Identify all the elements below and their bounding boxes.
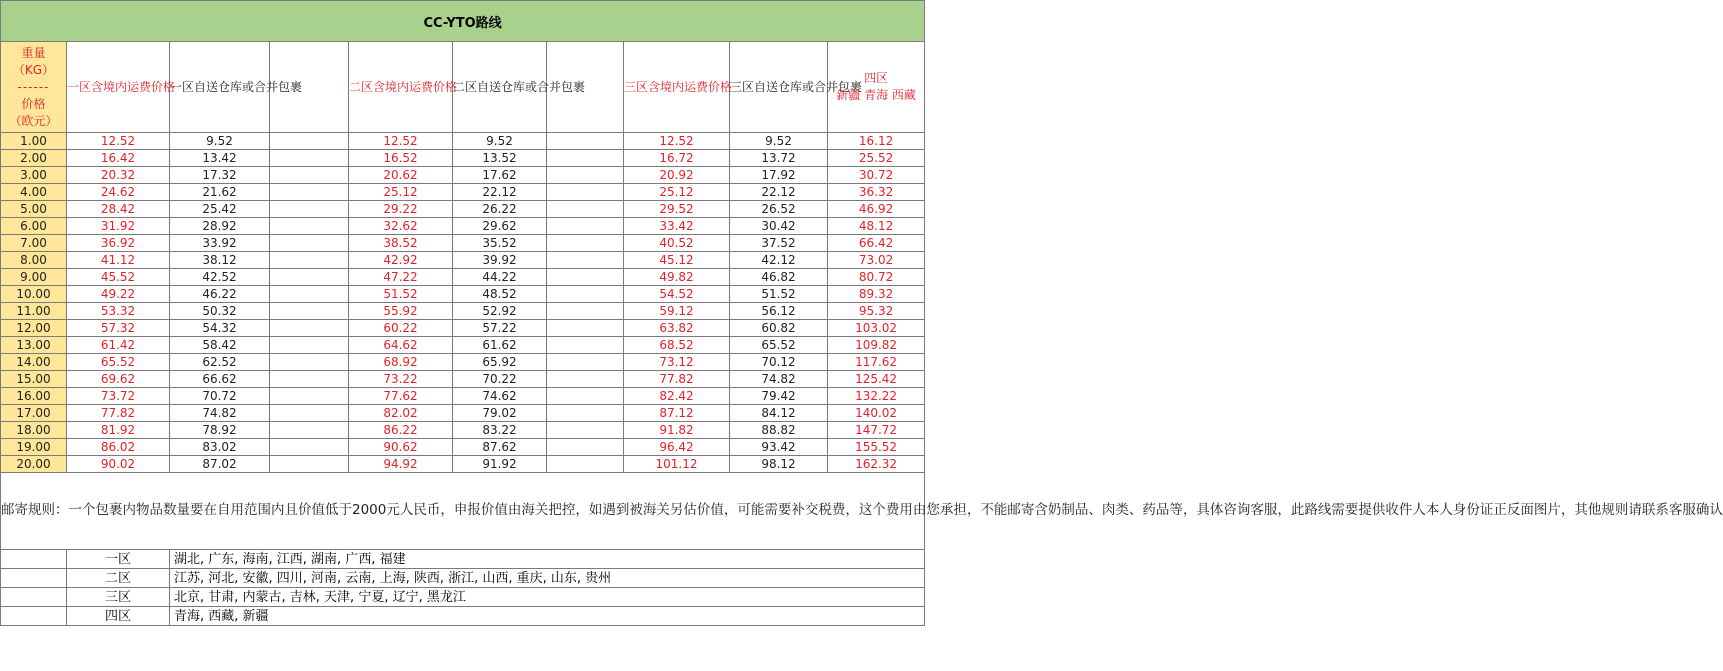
blank-cell xyxy=(270,218,349,235)
table-row xyxy=(1,167,925,184)
blank-cell xyxy=(270,252,349,269)
zone2-ddp-price: 60.22 xyxy=(349,320,453,337)
zone1-self-price: 42.52 xyxy=(170,269,270,286)
zone3-self-price: 30.42 xyxy=(730,218,828,235)
zone1-ddp-price: 77.82 xyxy=(67,405,170,422)
table-row xyxy=(1,405,925,422)
zone1-ddp-price: 90.02 xyxy=(67,456,170,473)
blank-cell xyxy=(547,167,624,184)
zone2-self-price: 26.22 xyxy=(453,201,547,218)
zone2-ddp-price: 12.52 xyxy=(349,133,453,150)
blank-cell xyxy=(270,201,349,218)
blank-cell xyxy=(547,184,624,201)
weight-price-header xyxy=(1,42,67,133)
weight-unit: （KG） xyxy=(12,62,55,77)
blank-cell xyxy=(547,354,624,371)
zone-name: 四区 xyxy=(67,607,170,626)
blank-cell xyxy=(270,388,349,405)
zone4-price: 132.22 xyxy=(828,388,925,405)
zone1-self-price: 13.42 xyxy=(170,150,270,167)
zone3-ddp-price: 73.12 xyxy=(624,354,730,371)
zone3-ddp-price: 45.12 xyxy=(624,252,730,269)
table-row xyxy=(1,303,925,320)
zone1-ddp-price: 61.42 xyxy=(67,337,170,354)
zone3-ddp-price: 25.12 xyxy=(624,184,730,201)
zone3-self-price: 84.12 xyxy=(730,405,828,422)
zone2-ddp-price: 32.62 xyxy=(349,218,453,235)
zone3-ddp-price: 16.72 xyxy=(624,150,730,167)
zone1-self-price: 38.12 xyxy=(170,252,270,269)
zone1-self-price: 70.72 xyxy=(170,388,270,405)
blank-cell xyxy=(270,456,349,473)
weight-cell: 7.00 xyxy=(1,235,67,252)
zone3-ddp-price: 91.82 xyxy=(624,422,730,439)
weight-cell: 1.00 xyxy=(1,133,67,150)
blank-cell xyxy=(547,405,624,422)
zone3-self-price: 46.82 xyxy=(730,269,828,286)
zone3-self-price: 70.12 xyxy=(730,354,828,371)
zone3-self-price: 88.82 xyxy=(730,422,828,439)
zone1-self-header: 一区自送仓库或合并包裹 xyxy=(170,42,270,133)
blank-cell xyxy=(270,354,349,371)
zone3-self-price: 65.52 xyxy=(730,337,828,354)
zone2-ddp-price: 16.52 xyxy=(349,150,453,167)
weight-cell: 15.00 xyxy=(1,371,67,388)
zone4-price: 73.02 xyxy=(828,252,925,269)
zone2-ddp-price: 64.62 xyxy=(349,337,453,354)
zone1-ddp-price: 69.62 xyxy=(67,371,170,388)
table-row xyxy=(1,422,925,439)
zone2-ddp-price: 73.22 xyxy=(349,371,453,388)
zone3-self-price: 51.52 xyxy=(730,286,828,303)
blank-cell xyxy=(270,286,349,303)
table-row xyxy=(1,235,925,252)
zone3-ddp-price: 40.52 xyxy=(624,235,730,252)
table-row xyxy=(1,371,925,388)
zone1-self-price: 33.92 xyxy=(170,235,270,252)
zone4-places: 新疆 青海 西藏 xyxy=(836,88,916,102)
zone3-self-price: 60.82 xyxy=(730,320,828,337)
zone3-self-price: 17.92 xyxy=(730,167,828,184)
zone3-self-price: 74.82 xyxy=(730,371,828,388)
zone2-ddp-header: 二区含境内运费价格 xyxy=(349,42,453,133)
zone1-ddp-price: 16.42 xyxy=(67,150,170,167)
zone3-self-price: 56.12 xyxy=(730,303,828,320)
zone3-self-price: 98.12 xyxy=(730,456,828,473)
blank-cell xyxy=(270,269,349,286)
zone-row xyxy=(1,550,925,569)
zone1-ddp-price: 53.32 xyxy=(67,303,170,320)
zone3-ddp-price: 20.92 xyxy=(624,167,730,184)
zone3-ddp-price: 82.42 xyxy=(624,388,730,405)
zone4-price: 30.72 xyxy=(828,167,925,184)
zone3-ddp-header: 三区含境内运费价格 xyxy=(624,42,730,133)
zone4-price: 162.32 xyxy=(828,456,925,473)
zone2-self-price: 91.92 xyxy=(453,456,547,473)
blank-cell xyxy=(270,133,349,150)
table-row xyxy=(1,269,925,286)
zone3-self-price: 42.12 xyxy=(730,252,828,269)
zone-row xyxy=(1,607,925,626)
zone3-ddp-price: 68.52 xyxy=(624,337,730,354)
zone1-self-price: 28.92 xyxy=(170,218,270,235)
zone2-ddp-price: 86.22 xyxy=(349,422,453,439)
price-label: 价格 xyxy=(21,96,46,111)
zone2-ddp-price: 77.62 xyxy=(349,388,453,405)
zone1-ddp-price: 81.92 xyxy=(67,422,170,439)
zone2-self-price: 87.62 xyxy=(453,439,547,456)
zone2-self-price: 65.92 xyxy=(453,354,547,371)
zone-name: 一区 xyxy=(67,550,170,569)
title-row xyxy=(1,1,925,42)
zone-row xyxy=(1,588,925,607)
table-row xyxy=(1,354,925,371)
weight-cell: 12.00 xyxy=(1,320,67,337)
zone2-ddp-price: 82.02 xyxy=(349,405,453,422)
zone1-self-price: 25.42 xyxy=(170,201,270,218)
zone1-ddp-price: 49.22 xyxy=(67,286,170,303)
table-row xyxy=(1,184,925,201)
blank-cell xyxy=(547,422,624,439)
weight-cell: 10.00 xyxy=(1,286,67,303)
blank-cell xyxy=(547,337,624,354)
zone2-ddp-price: 38.52 xyxy=(349,235,453,252)
blank-cell xyxy=(270,235,349,252)
zone4-price: 80.72 xyxy=(828,269,925,286)
table-row xyxy=(1,320,925,337)
weight-cell: 11.00 xyxy=(1,303,67,320)
sheet-title: CC-YTO路线 xyxy=(1,1,925,42)
zone1-self-price: 17.32 xyxy=(170,167,270,184)
blank-cell xyxy=(270,422,349,439)
zone1-ddp-price: 28.42 xyxy=(67,201,170,218)
zone3-ddp-price: 59.12 xyxy=(624,303,730,320)
zone4-price: 103.02 xyxy=(828,320,925,337)
weight-cell: 19.00 xyxy=(1,439,67,456)
weight-cell: 16.00 xyxy=(1,388,67,405)
weight-cell: 9.00 xyxy=(1,269,67,286)
price-rows xyxy=(1,133,925,473)
zone1-ddp-price: 86.02 xyxy=(67,439,170,456)
header-dashes: ------ xyxy=(17,79,50,94)
zone3-ddp-price: 54.52 xyxy=(624,286,730,303)
zone1-self-price: 83.02 xyxy=(170,439,270,456)
table-row xyxy=(1,201,925,218)
zone3-ddp-price: 101.12 xyxy=(624,456,730,473)
zone4-price: 125.42 xyxy=(828,371,925,388)
zone-name: 二区 xyxy=(67,569,170,588)
zone2-self-price: 79.02 xyxy=(453,405,547,422)
blank-cell xyxy=(270,184,349,201)
blank-cell xyxy=(547,371,624,388)
zone1-self-price: 54.32 xyxy=(170,320,270,337)
zone2-ddp-price: 94.92 xyxy=(349,456,453,473)
blank-cell xyxy=(547,439,624,456)
blank-cell xyxy=(547,303,624,320)
zone-list xyxy=(1,550,925,626)
table-row xyxy=(1,388,925,405)
zone-spacer xyxy=(1,569,67,588)
zone3-self-price: 37.52 xyxy=(730,235,828,252)
shipping-rules-note: 邮寄规则：一个包裹内物品数量要在自用范围内且价值低于2000元人民币，申报价值由海关把控，如遇到被海关另估价值，可能需要补交税费，这个费用由您承担，不能邮寄含奶制品、肉类、药品等，具体咨询客服，此路线需要提供收件人本人身份证正反面图片，其他规则请联系客服确认 xyxy=(1,473,925,550)
zone3-self-price: 26.52 xyxy=(730,201,828,218)
zone2-self-price: 61.62 xyxy=(453,337,547,354)
table-row xyxy=(1,439,925,456)
zone1-self-price: 74.82 xyxy=(170,405,270,422)
table-row xyxy=(1,286,925,303)
table-row xyxy=(1,456,925,473)
zone-spacer xyxy=(1,607,67,626)
zone1-ddp-price: 57.32 xyxy=(67,320,170,337)
blank-cell xyxy=(547,269,624,286)
blank-cell xyxy=(547,456,624,473)
zone3-self-price: 9.52 xyxy=(730,133,828,150)
zone-spacer xyxy=(1,588,67,607)
zone1-self-price: 87.02 xyxy=(170,456,270,473)
header-row xyxy=(1,42,925,133)
blank-cell xyxy=(270,150,349,167)
zone4-price: 16.12 xyxy=(828,133,925,150)
table-row xyxy=(1,150,925,167)
zone1-ddp-price: 73.72 xyxy=(67,388,170,405)
zone-provinces: 北京, 甘肃, 内蒙古, 吉林, 天津, 宁夏, 辽宁, 黑龙江 xyxy=(170,588,925,607)
zone2-self-price: 52.92 xyxy=(453,303,547,320)
zone1-ddp-price: 24.62 xyxy=(67,184,170,201)
zone4-price: 117.62 xyxy=(828,354,925,371)
zone3-self-price: 79.42 xyxy=(730,388,828,405)
zone2-ddp-price: 47.22 xyxy=(349,269,453,286)
blank-cell xyxy=(270,371,349,388)
zone1-ddp-price: 65.52 xyxy=(67,354,170,371)
zone4-price: 48.12 xyxy=(828,218,925,235)
zone2-self-price: 70.22 xyxy=(453,371,547,388)
weight-cell: 8.00 xyxy=(1,252,67,269)
zone-provinces: 湖北, 广东, 海南, 江西, 湖南, 广西, 福建 xyxy=(170,550,925,569)
zone4-price: 109.82 xyxy=(828,337,925,354)
zone4-price: 147.72 xyxy=(828,422,925,439)
weight-cell: 13.00 xyxy=(1,337,67,354)
weight-cell: 14.00 xyxy=(1,354,67,371)
zone2-self-price: 57.22 xyxy=(453,320,547,337)
table-row xyxy=(1,218,925,235)
note-row xyxy=(1,473,925,550)
blank-cell xyxy=(270,405,349,422)
zone1-self-price: 58.42 xyxy=(170,337,270,354)
blank-cell xyxy=(270,303,349,320)
blank-cell xyxy=(547,201,624,218)
zone1-ddp-price: 12.52 xyxy=(67,133,170,150)
table-row xyxy=(1,252,925,269)
zone4-price: 36.32 xyxy=(828,184,925,201)
table-row xyxy=(1,133,925,150)
zone2-self-price: 44.22 xyxy=(453,269,547,286)
zone1-self-price: 21.62 xyxy=(170,184,270,201)
zone1-ddp-price: 36.92 xyxy=(67,235,170,252)
zone3-ddp-price: 87.12 xyxy=(624,405,730,422)
zone4-title: 四区 xyxy=(864,71,889,85)
zone2-self-price: 35.52 xyxy=(453,235,547,252)
blank-cell xyxy=(547,218,624,235)
blank-cell xyxy=(547,320,624,337)
zone2-ddp-price: 42.92 xyxy=(349,252,453,269)
zone4-price: 66.42 xyxy=(828,235,925,252)
zone1-self-price: 50.32 xyxy=(170,303,270,320)
zone1-ddp-price: 31.92 xyxy=(67,218,170,235)
zone-spacer xyxy=(1,550,67,569)
zone1-ddp-price: 45.52 xyxy=(67,269,170,286)
zone2-ddp-price: 55.92 xyxy=(349,303,453,320)
zone4-price: 95.32 xyxy=(828,303,925,320)
blank-cell xyxy=(547,252,624,269)
zone2-self-price: 74.62 xyxy=(453,388,547,405)
zone2-self-price: 13.52 xyxy=(453,150,547,167)
blank-cell xyxy=(270,337,349,354)
zone4-price: 46.92 xyxy=(828,201,925,218)
zone-row xyxy=(1,569,925,588)
blank-cell xyxy=(547,133,624,150)
zone3-ddp-price: 12.52 xyxy=(624,133,730,150)
zone3-self-price: 93.42 xyxy=(730,439,828,456)
zone2-self-price: 48.52 xyxy=(453,286,547,303)
weight-label: 重量 xyxy=(21,45,46,60)
zone3-ddp-price: 33.42 xyxy=(624,218,730,235)
zone4-price: 89.32 xyxy=(828,286,925,303)
zone1-ddp-header: 一区含境内运费价格 xyxy=(67,42,170,133)
zone2-self-price: 39.92 xyxy=(453,252,547,269)
weight-cell: 2.00 xyxy=(1,150,67,167)
table-row xyxy=(1,337,925,354)
weight-cell: 20.00 xyxy=(1,456,67,473)
zone2-ddp-price: 20.62 xyxy=(349,167,453,184)
zone2-self-price: 9.52 xyxy=(453,133,547,150)
zone2-self-price: 29.62 xyxy=(453,218,547,235)
price-unit: （欧元） xyxy=(9,113,58,128)
zone3-ddp-price: 63.82 xyxy=(624,320,730,337)
zone1-self-price: 62.52 xyxy=(170,354,270,371)
zone3-ddp-price: 29.52 xyxy=(624,201,730,218)
zone2-self-price: 83.22 xyxy=(453,422,547,439)
zone4-price: 155.52 xyxy=(828,439,925,456)
zone2-ddp-price: 68.92 xyxy=(349,354,453,371)
zone1-self-price: 66.62 xyxy=(170,371,270,388)
zone3-ddp-price: 96.42 xyxy=(624,439,730,456)
zone1-ddp-price: 41.12 xyxy=(67,252,170,269)
zone1-self-price: 46.22 xyxy=(170,286,270,303)
zone3-self-price: 13.72 xyxy=(730,150,828,167)
zone-name: 三区 xyxy=(67,588,170,607)
weight-cell: 3.00 xyxy=(1,167,67,184)
zone4-header xyxy=(828,42,925,133)
zone2-self-price: 17.62 xyxy=(453,167,547,184)
zone1-self-price: 9.52 xyxy=(170,133,270,150)
zone3-self-price: 22.12 xyxy=(730,184,828,201)
weight-cell: 17.00 xyxy=(1,405,67,422)
blank-cell xyxy=(547,150,624,167)
zone1-ddp-price: 20.32 xyxy=(67,167,170,184)
blank-cell xyxy=(547,388,624,405)
blank-cell xyxy=(547,286,624,303)
weight-cell: 5.00 xyxy=(1,201,67,218)
zone2-ddp-price: 90.62 xyxy=(349,439,453,456)
weight-cell: 18.00 xyxy=(1,422,67,439)
zone2-self-header: 二区自送仓库或合并包裹 xyxy=(453,42,547,133)
blank-cell xyxy=(270,167,349,184)
zone4-price: 25.52 xyxy=(828,150,925,167)
blank-cell xyxy=(270,320,349,337)
zone3-self-header: 三区自送仓库或合并包裹 xyxy=(730,42,828,133)
zone2-ddp-price: 25.12 xyxy=(349,184,453,201)
zone3-ddp-price: 77.82 xyxy=(624,371,730,388)
zone2-ddp-price: 29.22 xyxy=(349,201,453,218)
zone-provinces: 青海, 西藏, 新疆 xyxy=(170,607,925,626)
zone4-price: 140.02 xyxy=(828,405,925,422)
zone-provinces: 江苏, 河北, 安徽, 四川, 河南, 云南, 上海, 陕西, 浙江, 山西, 重庆, 山东, 贵州 xyxy=(170,569,925,588)
zone2-ddp-price: 51.52 xyxy=(349,286,453,303)
weight-cell: 6.00 xyxy=(1,218,67,235)
zone1-self-price: 78.92 xyxy=(170,422,270,439)
zone2-self-price: 22.12 xyxy=(453,184,547,201)
blank-cell xyxy=(547,235,624,252)
weight-cell: 4.00 xyxy=(1,184,67,201)
zone3-ddp-price: 49.82 xyxy=(624,269,730,286)
blank-cell xyxy=(270,439,349,456)
